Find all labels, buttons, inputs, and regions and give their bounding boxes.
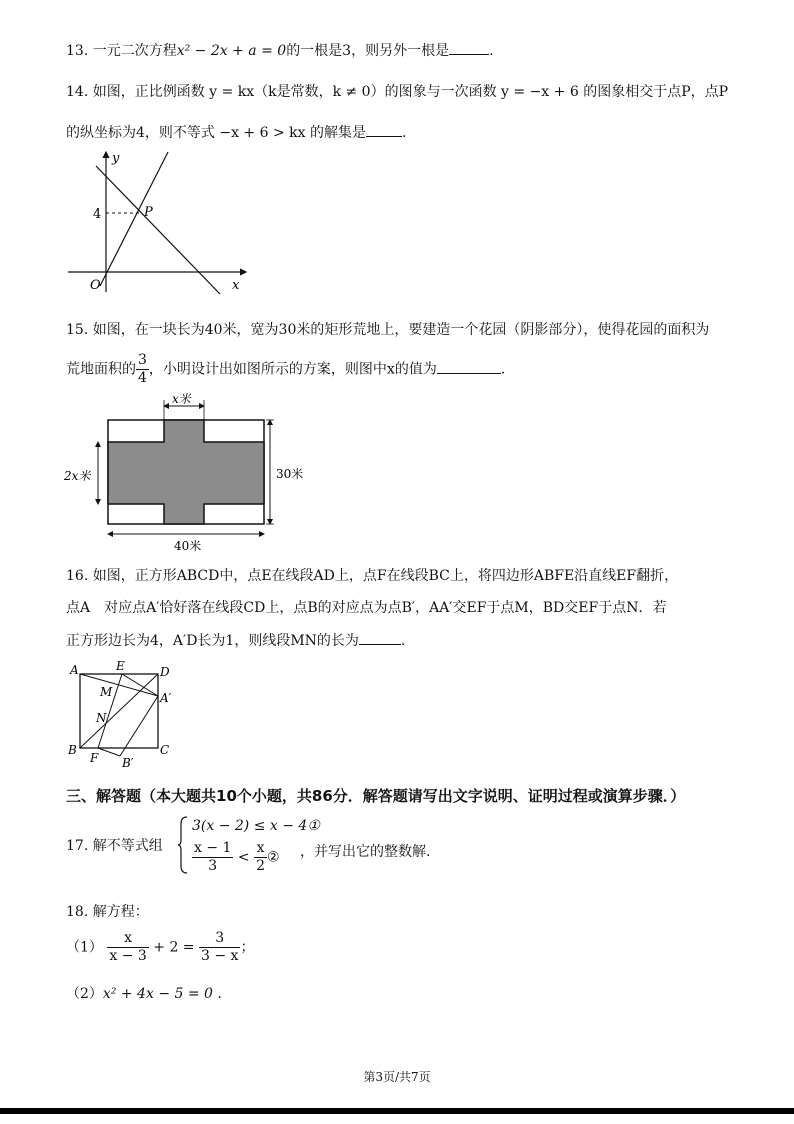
q16-label-N: N — [96, 711, 107, 725]
q18-part1-right-denominator: 3 − x — [201, 948, 239, 964]
q14-graph-figure — [60, 146, 260, 296]
q13-text-post: 的一根是3，则另外一根是 — [286, 43, 450, 59]
q16-label-B-prime: B′ — [122, 756, 134, 770]
q16-number: 16. — [66, 568, 89, 584]
q13-answer-blank — [449, 40, 489, 55]
q15-left-label: 2x米 — [64, 469, 91, 483]
q14-line-y-kx — [100, 152, 168, 286]
q16-text-3: 正方形边长为4，A′D长为1，则线段MN的长为 — [66, 633, 359, 649]
q14-text-2: 的纵坐标为4，则不等式 −x + 6 > kx 的解集是 — [66, 125, 366, 141]
q14-origin-label: O — [90, 278, 101, 293]
q16-label-B: B — [68, 743, 77, 757]
q16-label-D: D — [160, 665, 170, 679]
q18-part1-right-numerator: 3 — [199, 930, 240, 948]
q16-segment-EA1 — [122, 674, 158, 696]
q16-text-2: 点A 对应点A′恰好落在线段CD上，点B的对应点为点B′，AA′交EF于点M，BD交EF于点N．若 — [66, 600, 667, 616]
q15-text-2-post: ，小明设计出如图所示的方案，则图中x的值为 — [148, 361, 437, 378]
q13-number: 13. — [66, 43, 89, 59]
q15-fraction — [136, 352, 149, 387]
q15-right-label: 30米 — [276, 467, 304, 481]
q18-part2-label: （2） — [66, 986, 103, 1002]
q16-label-E: E — [116, 659, 125, 673]
q15-fraction-numerator: 3 — [138, 352, 147, 368]
q18-title: 解方程： — [92, 904, 149, 920]
q16-period: . — [400, 633, 406, 649]
q16-square-figure — [60, 658, 190, 770]
q15-top-label: x米 — [172, 392, 191, 406]
q16-line3 — [66, 630, 405, 651]
q16-text-1: 如图，正方形ABCD中，点E在线段AD上，点F在线段BC上，将四边形ABFE沿直线EF翻折， — [92, 568, 679, 584]
q18-title-line — [66, 902, 149, 922]
q13-period: . — [489, 43, 494, 59]
q18-part1 — [66, 930, 254, 965]
q16-label-F: F — [90, 751, 99, 765]
q18-part1-left-numerator: x — [107, 930, 148, 948]
q15-fraction-denominator: 4 — [138, 370, 147, 386]
q14-period: . — [401, 125, 407, 141]
q15-garden-figure — [60, 392, 310, 554]
q13-equation: x² − 2x + a = 0 — [176, 43, 287, 59]
q17-inequality-1-text: 3(x − 2) ≤ x − 4① — [192, 818, 320, 834]
q14-point-P-label: P — [144, 205, 153, 220]
q14-line2 — [66, 122, 406, 143]
q18-part2-equation: x² + 4x − 5 = 0 . — [102, 986, 222, 1002]
q17-ineq2-right-denominator: 2 — [256, 858, 265, 874]
q17-ineq2-marker: ② — [267, 849, 280, 866]
q18-part1-label: （1） — [66, 939, 103, 956]
section-3-heading: 三、解答题（本大题共10个小题，共86分．解答题请写出文字说明、证明过程或演算步骤．） — [66, 787, 686, 805]
q14-text-1: 如图，正比例函数 y = kx（k是常数，k ≠ 0）的图象与一次函数 y = −x + 6 的图象相交于点P，点P — [92, 84, 729, 100]
q13-text-pre: 一元二次方程 — [92, 43, 177, 59]
q17-ineq2-operator: < — [237, 849, 250, 866]
q16-label-C: C — [160, 743, 170, 757]
q17-ineq2-left-numerator: x − 1 — [194, 840, 232, 856]
q17-text-post — [300, 842, 430, 862]
q15-line1 — [66, 320, 709, 340]
q18-part1-middle: + 2 = — [153, 939, 195, 956]
q16-line1 — [66, 566, 678, 586]
q17-text-pre: 解不等式组 — [92, 838, 163, 854]
q14-x-label: x — [232, 278, 240, 293]
q14-line-y-neg-x-plus-6 — [96, 166, 220, 294]
q16-line2 — [66, 598, 666, 618]
q16-label-A: A — [70, 663, 79, 677]
q14-number: 14. — [66, 84, 89, 100]
q14-tick-4: 4 — [93, 207, 102, 222]
q14-line1 — [66, 82, 728, 102]
q14-answer-blank — [366, 122, 402, 137]
q15-number: 15. — [66, 322, 89, 338]
q15-text-2-pre: 荒地面积的 — [66, 361, 136, 378]
q15-period: . — [500, 361, 506, 378]
q16-label-A-prime: A′ — [160, 691, 172, 705]
q15-bottom-label: 40米 — [174, 539, 202, 553]
q17-system-brace — [178, 816, 188, 874]
q17-ineq2-right-fraction — [254, 840, 267, 875]
q18-part1-left-fraction — [107, 930, 148, 965]
q14-y-label: y — [112, 151, 120, 166]
q17-intro — [66, 836, 163, 856]
q16-answer-blank — [359, 630, 401, 645]
q17-ineq2-left-fraction — [192, 840, 233, 875]
q16-segment-FB1 — [98, 748, 120, 756]
q15-text-1: 如图，在一块长为40米，宽为30米的矩形荒地上，要建造一个花园（阴影部分），使得花园的面积为 — [92, 322, 710, 338]
q17-text-post-content: ，并写出它的整数解. — [300, 844, 431, 860]
q17-inequality-2 — [192, 840, 280, 875]
page-footer: 第3页/共7页 — [363, 1070, 431, 1084]
q17-ineq2-left-denominator: 3 — [208, 858, 218, 874]
q18-part1-right-fraction — [199, 930, 240, 965]
bottom-scan-bar — [0, 1108, 794, 1114]
q13-line — [66, 40, 494, 61]
q15-line2 — [66, 352, 505, 387]
q17-inequality-1 — [192, 816, 320, 836]
q16-label-M: M — [100, 685, 113, 699]
q18-number: 18. — [66, 904, 89, 920]
q18-part2 — [66, 984, 222, 1004]
q17-ineq2-right-numerator: x — [254, 840, 267, 858]
q17-number: 17. — [66, 838, 89, 854]
q18-part1-end: ； — [240, 939, 255, 956]
q15-answer-blank — [437, 359, 501, 374]
q18-part1-left-denominator: x − 3 — [109, 948, 147, 964]
